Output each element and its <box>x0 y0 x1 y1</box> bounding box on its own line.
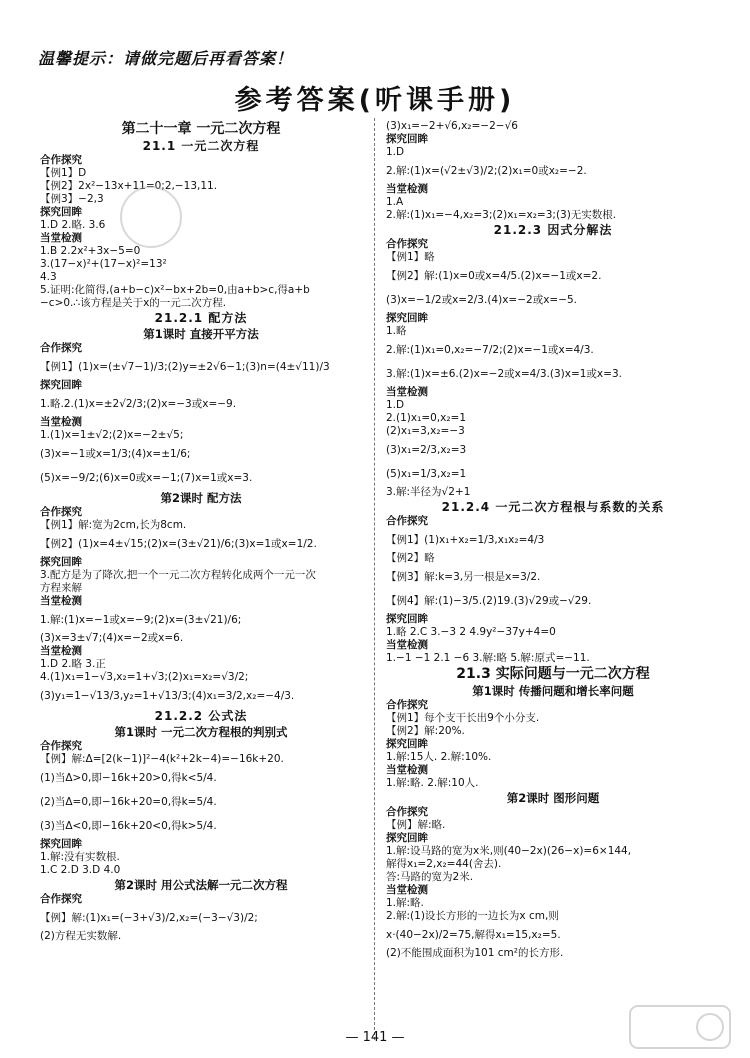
answer-line: 1.解:(1)x=−1或x=−9;(2)x=(3±√21)/6; <box>40 614 242 626</box>
answer-line: 1.解:没有实数根. <box>40 851 120 863</box>
answer-line: 【例2】解:(1)x=0或x=4/5.(2)x=−1或x=2. <box>386 270 602 282</box>
subsection-label: 合作探究 <box>386 806 428 818</box>
answer-line: (2)x₁=3,x₂=−3 <box>386 425 465 437</box>
answer-line: 2.解:(1)设长方形的一边长为x cm,则 <box>386 910 559 922</box>
answer-line: 【例2】2x²−13x+11=0;2,−13,11. <box>40 180 218 192</box>
answer-line: 【例】解:Δ=[2(k−1)]²−4(k²+2k−4)=−16k+20. <box>40 753 284 765</box>
section-heading: 21.3 实际问题与一元二次方程 <box>456 666 650 682</box>
subsection-label: 当堂检测 <box>40 416 82 428</box>
hint-banner: 温馨提示：请做完题后再看答案！ <box>38 49 294 68</box>
section-heading: 第1课时 传播问题和增长率问题 <box>472 684 634 698</box>
answer-line: 5.证明:化简得,(a+b−c)x²−bx+2b=0,由a+b>c,得a+b <box>40 284 310 296</box>
answer-line: 1.解:15人. 2.解:10%. <box>386 751 492 763</box>
answer-line: 1.D <box>386 146 405 158</box>
answer-line: 1.D 2.略 3.正 <box>40 658 106 670</box>
answer-line: (2)当Δ=0,即−16k+20=0,得k=5/4. <box>40 796 217 808</box>
answer-line: 1.略 <box>386 325 407 337</box>
answer-line: 方程来解 <box>40 582 82 594</box>
section-heading: 第二十一章 一元二次方程 <box>121 121 281 137</box>
right-answer-column <box>386 120 720 960</box>
subsection-label: 合作探究 <box>40 342 82 354</box>
answer-line: 2.解:(1)x=(√2±√3)/2;(2)x₁=0或x₂=−2. <box>386 165 587 177</box>
section-heading: 21.2.3 因式分解法 <box>493 223 613 237</box>
answer-line: (3)y₁=1−√13/3,y₂=1+√13/3;(4)x₁=3/2,x₂=−4/3. <box>40 690 295 702</box>
section-heading: 21.1 一元二次方程 <box>142 139 260 153</box>
subsection-label: 探究回眸 <box>386 133 428 145</box>
answer-line: (3)x₁=−2+√6,x₂=−2−√6 <box>386 120 518 132</box>
answer-line: 3.(17−x)²+(17−x)²=13² <box>40 258 167 270</box>
answer-line: 【例1】(1)x₁+x₂=1/3,x₁x₂=4/3 <box>386 534 545 546</box>
answer-line: x·(40−2x)/2=75,解得x₁=15,x₂=5. <box>386 929 561 941</box>
subsection-label: 合作探究 <box>40 506 82 518</box>
answer-line: 1.C 2.D 3.D 4.0 <box>40 864 121 876</box>
answer-line: 1.略 2.C 3.−3 2 4.9y²−37y+4=0 <box>386 626 556 638</box>
answer-line: 答:马路的宽为2米. <box>386 871 474 883</box>
answer-line: 2.解:(1)x₁=−4,x₂=3;(2)x₁=x₂=3;(3)无实数根. <box>386 209 617 221</box>
answer-line: 3.解:(1)x=±6.(2)x=−2或x=4/3.(3)x=1或x=3. <box>386 368 622 380</box>
answer-line: 3.配方是为了降次,把一个一元二次方程转化成两个一元一次 <box>40 569 316 581</box>
answer-line: 【例1】每个支干长出9个小分支. <box>386 712 540 724</box>
answer-line: 1.A <box>386 196 404 208</box>
answer-line: 【例1】解:宽为2cm,长为8cm. <box>40 519 187 531</box>
subsection-label: 探究回眸 <box>386 613 428 625</box>
left-answer-column <box>40 120 362 943</box>
answer-line: 【例3】−2,3 <box>40 193 104 205</box>
section-heading: 21.2.2 公式法 <box>154 709 248 723</box>
subsection-label: 当堂检测 <box>386 183 428 195</box>
page-title: 参考答案(听课手册) <box>234 85 516 116</box>
subsection-label: 探究回眸 <box>40 556 82 568</box>
subsection-label: 合作探究 <box>40 893 82 905</box>
section-heading: 21.2.4 一元二次方程根与系数的关系 <box>441 500 665 514</box>
answer-line: 【例】解:略. <box>386 819 446 831</box>
subsection-label: 当堂检测 <box>386 764 428 776</box>
answer-line: 【例1】略 <box>386 251 435 263</box>
answer-line: 【例3】解:k=3,另一根是x=3/2. <box>386 571 541 583</box>
subsection-label: 当堂检测 <box>386 884 428 896</box>
answer-line: (5)x₁=1/3,x₂=1 <box>386 468 467 480</box>
subsection-label: 合作探究 <box>40 154 82 166</box>
answer-line: 1.解:略. 2.解:10人. <box>386 777 479 789</box>
answer-line: 解得x₁=2,x₂=44(舍去). <box>386 858 502 870</box>
answer-line: 4.3 <box>40 271 57 283</box>
subsection-label: 合作探究 <box>386 515 428 527</box>
answer-line: 3.解:半径为√2+1 <box>386 486 471 498</box>
subsection-label: 探究回眸 <box>40 206 82 218</box>
answer-line: (2)方程无实数解. <box>40 930 122 942</box>
subsection-label: 合作探究 <box>40 740 82 752</box>
answer-line: 1.解:设马路的宽为x米,则(40−2x)(26−x)=6×144, <box>386 845 632 857</box>
answer-line: 【例】解:(1)x₁=(−3+√3)/2,x₂=(−3−√3)/2; <box>40 912 258 924</box>
stamp-watermark <box>120 186 182 248</box>
answer-line: (1)当Δ>0,即−16k+20>0,得k<5/4. <box>40 772 217 784</box>
page-number: — 141 — <box>345 1030 405 1045</box>
answer-line: 1.(1)x=1±√2;(2)x=−2±√5; <box>40 429 184 441</box>
section-heading: 第2课时 配方法 <box>160 491 242 505</box>
answer-line: 【例4】解:(1)−3/5.(2)19.(3)√29或−√29. <box>386 595 592 607</box>
answer-line: 【例2】(1)x=4±√15;(2)x=(3±√21)/6;(3)x=1或x=1/2. <box>40 538 317 550</box>
answer-line: 1.B 2.2x²+3x−5=0 <box>40 245 141 257</box>
answer-line: 1.略.2.(1)x=±2√2/3;(2)x=−3或x=−9. <box>40 398 237 410</box>
answer-line: 1.D <box>386 399 405 411</box>
subsection-label: 当堂检测 <box>40 645 82 657</box>
answer-line: (3)x=−1或x=1/3;(4)x=±1/6; <box>40 448 191 460</box>
subsection-label: 合作探究 <box>386 699 428 711</box>
answer-line: (2)不能围成面积为101 cm²的长方形. <box>386 947 564 959</box>
subsection-label: 探究回眸 <box>386 312 428 324</box>
section-heading: 第2课时 用公式法解一元二次方程 <box>114 878 288 892</box>
answer-line: −c>0.∴该方程是关于x的一元二次方程. <box>40 297 227 309</box>
answer-line: 4.(1)x₁=1−√3,x₂=1+√3;(2)x₁=x₂=√3/2; <box>40 671 249 683</box>
section-heading: 第2课时 图形问题 <box>506 791 600 805</box>
answer-line: (3)当Δ<0,即−16k+20<0,得k>5/4. <box>40 820 217 832</box>
answer-line: (3)x=−1/2或x=2/3.(4)x=−2或x=−5. <box>386 294 578 306</box>
subsection-label: 探究回眸 <box>40 838 82 850</box>
subsection-label: 当堂检测 <box>40 232 82 244</box>
subsection-label: 探究回眸 <box>386 832 428 844</box>
column-divider <box>374 118 375 1040</box>
answer-line: (3)x=3±√7;(4)x=−2或x=6. <box>40 632 184 644</box>
answer-line: 【例2】解:20%. <box>386 725 465 737</box>
subsection-label: 合作探究 <box>386 238 428 250</box>
answer-line: 2.解:(1)x₁=0,x₂=−7/2;(2)x=−1或x=4/3. <box>386 344 594 356</box>
section-heading: 第1课时 一元二次方程根的判别式 <box>114 725 288 739</box>
subsection-label: 当堂检测 <box>386 386 428 398</box>
section-heading: 21.2.1 配方法 <box>154 311 248 325</box>
answer-line: 1.−1 −1 2.1 −6 3.解:略 5.解:原式=−11. <box>386 652 590 664</box>
answer-line: 1.解:略. <box>386 897 424 909</box>
subsection-label: 当堂检测 <box>386 639 428 651</box>
section-heading: 第1课时 直接开平方法 <box>143 327 259 341</box>
subsection-label: 探究回眸 <box>386 738 428 750</box>
answer-line: 【例1】D <box>40 167 87 179</box>
answer-line: 1.D 2.略. 3.6 <box>40 219 106 231</box>
answer-line: 【例2】略 <box>386 552 435 564</box>
answer-line: 【例1】(1)x=(±√7−1)/3;(2)y=±2√6−1;(3)n=(4±√11)/3 <box>40 361 330 373</box>
answer-line: 2.(1)x₁=0,x₂=1 <box>386 412 467 424</box>
subsection-label: 探究回眸 <box>40 379 82 391</box>
answer-line: (3)x₁=2/3,x₂=3 <box>386 444 467 456</box>
subsection-label: 当堂检测 <box>40 595 82 607</box>
answer-line: (5)x=−9/2;(6)x=0或x=−1;(7)x=1或x=3. <box>40 472 253 484</box>
